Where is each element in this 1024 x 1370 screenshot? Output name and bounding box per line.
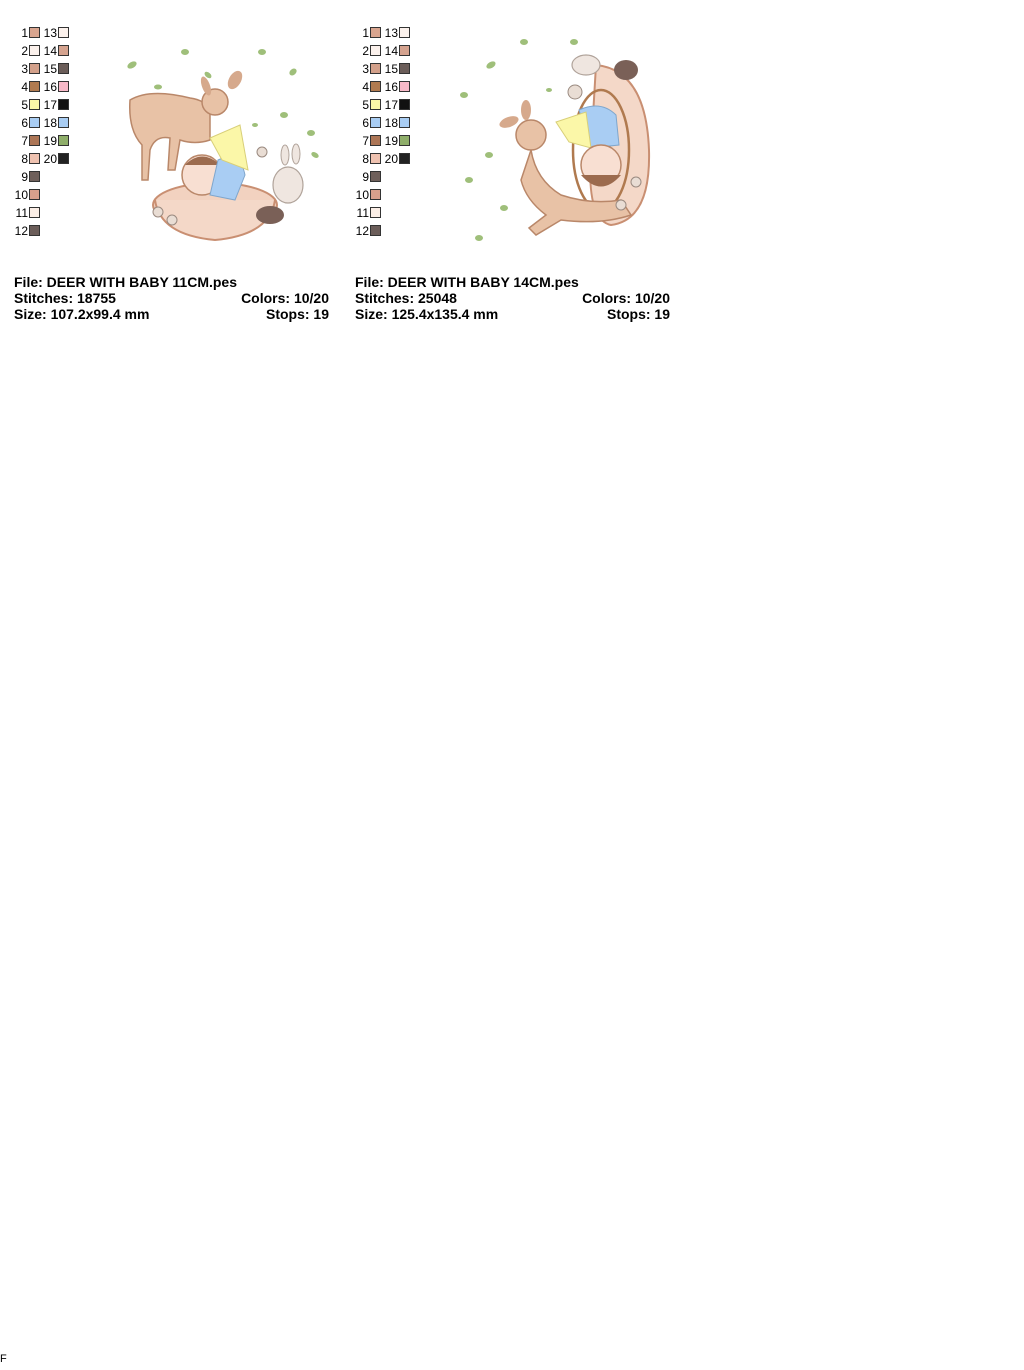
color-swatch: [399, 117, 410, 128]
palette-number: 5: [362, 98, 369, 112]
palette-number: 1: [21, 26, 28, 40]
color-swatch: [29, 171, 40, 182]
file-name: File: DEER WITH BABY 14CM.pes: [355, 274, 579, 290]
color-swatch: [58, 99, 69, 110]
color-swatch: [399, 135, 410, 146]
color-swatch: [29, 225, 40, 236]
color-swatch: [58, 27, 69, 38]
color-swatch: [399, 81, 410, 92]
color-count: Colors: 10/20: [582, 290, 670, 306]
design-card-14cm: [341, 0, 681, 330]
design-size: Size: 125.4x135.4 mm: [355, 306, 499, 322]
palette-number: 12: [14, 224, 28, 238]
palette-number: 15: [43, 62, 57, 76]
palette-number: 3: [21, 62, 28, 76]
palette-number: 14: [384, 44, 398, 58]
design-size: Size: 107.2x99.4 mm: [14, 306, 150, 322]
color-swatch: [370, 171, 381, 182]
palette-number: 18: [384, 116, 398, 130]
palette-number: 3: [362, 62, 369, 76]
palette-number: 11: [15, 206, 28, 220]
stop-count: Stops: 19: [265, 306, 329, 322]
palette-number: 10: [14, 188, 28, 202]
palette-number: 4: [21, 80, 28, 94]
palette-number: 17: [43, 98, 57, 112]
color-swatch: [399, 153, 410, 164]
color-swatch: [399, 63, 410, 74]
palette-number: 17: [384, 98, 398, 112]
palette-number: 16: [43, 80, 57, 94]
palette-number: 15: [384, 62, 398, 76]
palette-number: 19: [384, 134, 398, 148]
color-swatch: [399, 27, 410, 38]
color-swatch: [58, 63, 69, 74]
embroidery-preview-deer-with-baby: [110, 30, 330, 255]
file-name: File: DEER WITH BABY 11CM.pes: [14, 274, 238, 290]
color-swatch: [399, 45, 410, 56]
color-swatch: [29, 207, 40, 218]
design-info: [14, 274, 329, 322]
palette-number: 11: [356, 206, 369, 220]
palette-number: 2: [362, 44, 369, 58]
palette-number: 16: [384, 80, 398, 94]
footer-label: F: [0, 1353, 7, 1365]
palette-number: 4: [362, 80, 369, 94]
color-swatch: [58, 81, 69, 92]
palette-number: 19: [43, 134, 57, 148]
palette-number: 13: [384, 26, 398, 40]
color-swatch: [58, 153, 69, 164]
color-swatch: [58, 45, 69, 56]
design-info: [355, 274, 670, 322]
stitch-count: Stitches: 25048: [355, 290, 457, 306]
palette-number: 1: [362, 26, 369, 40]
design-card-11cm: [0, 0, 340, 330]
color-swatch: [370, 189, 381, 200]
palette-number: 6: [21, 116, 28, 130]
palette-number: 6: [362, 116, 369, 130]
palette-number: 8: [362, 152, 369, 166]
palette-number: 12: [355, 224, 369, 238]
palette-number: 13: [43, 26, 57, 40]
color-swatch: [370, 207, 381, 218]
color-count: Colors: 10/20: [241, 290, 329, 306]
palette-number: 5: [21, 98, 28, 112]
palette-number: 20: [384, 152, 398, 166]
embroidery-preview-deer-with-baby: [451, 30, 671, 255]
palette-number: 14: [43, 44, 57, 58]
palette-number: 2: [21, 44, 28, 58]
palette-number: 7: [362, 134, 369, 148]
palette-number: 8: [21, 152, 28, 166]
stitch-count: Stitches: 18755: [14, 290, 116, 306]
color-swatch: [58, 117, 69, 128]
color-swatch: [399, 99, 410, 110]
palette-number: 9: [362, 170, 369, 184]
stop-count: Stops: 19: [606, 306, 670, 322]
palette-number: 10: [355, 188, 369, 202]
palette-number: 18: [43, 116, 57, 130]
color-swatch: [29, 189, 40, 200]
palette-number: 9: [21, 170, 28, 184]
color-swatch: [58, 135, 69, 146]
color-swatch: [370, 225, 381, 236]
palette-number: 20: [43, 152, 57, 166]
palette-number: 7: [21, 134, 28, 148]
